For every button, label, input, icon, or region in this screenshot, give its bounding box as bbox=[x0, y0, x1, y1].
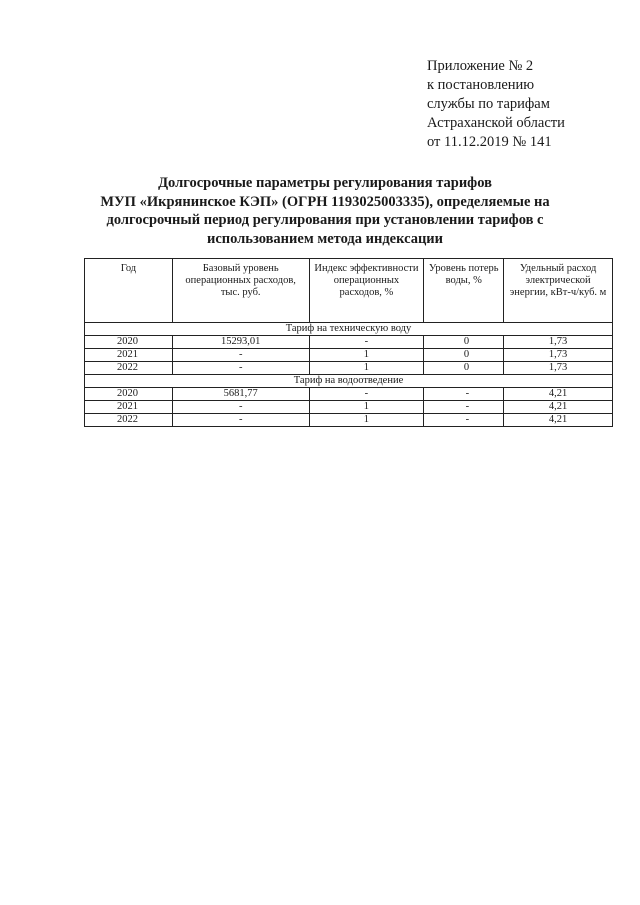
annex-line: Астраханской области bbox=[427, 115, 565, 131]
title-line: Долгосрочные параметры регулирования тарифов bbox=[158, 175, 492, 191]
cell-year: 2020 bbox=[85, 388, 173, 401]
cell-base-opex: - bbox=[172, 362, 309, 375]
annex-line: к постановлению bbox=[427, 77, 535, 93]
table-row bbox=[85, 401, 613, 414]
table-row bbox=[85, 336, 613, 349]
cell-efficiency-index: - bbox=[309, 336, 424, 349]
cell-year: 2021 bbox=[85, 401, 173, 414]
cell-energy-consumption: 4,21 bbox=[504, 414, 613, 427]
cell-base-opex: - bbox=[172, 401, 309, 414]
title-line: использованием метода индексации bbox=[206, 230, 444, 247]
header-water-loss: Уровень потерь воды, % bbox=[424, 259, 504, 323]
cell-water-loss: 0 bbox=[424, 336, 504, 349]
cell-efficiency-index: 1 bbox=[309, 362, 424, 375]
cell-water-loss: - bbox=[424, 414, 504, 427]
title-line: долгосрочный период регулирования при установлении тарифов с bbox=[106, 212, 544, 228]
table-row bbox=[85, 388, 613, 401]
cell-efficiency-index: 1 bbox=[309, 349, 424, 362]
annex-block bbox=[427, 57, 565, 152]
cell-efficiency-index: 1 bbox=[309, 401, 424, 414]
header-energy-consumption: Удельный расход электрической энергии, кВт-ч/куб. м bbox=[504, 259, 613, 323]
cell-efficiency-index: - bbox=[309, 388, 424, 401]
cell-energy-consumption: 1,73 bbox=[504, 336, 613, 349]
cell-year: 2020 bbox=[85, 336, 173, 349]
title-line: МУП «Икрянинское КЭП» (ОГРН 1193025003335), определяемые на bbox=[100, 193, 550, 210]
section-header-wastewater bbox=[85, 375, 613, 388]
header-year: Год bbox=[85, 259, 173, 323]
cell-efficiency-index: 1 bbox=[309, 414, 424, 427]
section-title: Тариф на водоотведение bbox=[85, 375, 613, 388]
table-row bbox=[85, 349, 613, 362]
cell-year: 2022 bbox=[85, 362, 173, 375]
cell-water-loss: 0 bbox=[424, 362, 504, 375]
cell-water-loss: - bbox=[424, 388, 504, 401]
document-title bbox=[80, 174, 570, 248]
cell-base-opex: - bbox=[172, 414, 309, 427]
annex-line: службы по тарифам bbox=[427, 96, 550, 112]
cell-base-opex: - bbox=[172, 349, 309, 362]
parameters-table bbox=[84, 258, 613, 427]
cell-energy-consumption: 1,73 bbox=[504, 349, 613, 362]
table-header-row bbox=[85, 259, 613, 323]
header-efficiency-index: Индекс эффективности операционных расходов, % bbox=[309, 259, 424, 323]
annex-line: Приложение № 2 bbox=[427, 58, 534, 74]
annex-line: от 11.12.2019 № 141 bbox=[427, 134, 552, 150]
section-header-technical-water bbox=[85, 323, 613, 336]
table-row bbox=[85, 414, 613, 427]
cell-base-opex: 5681,77 bbox=[172, 388, 309, 401]
cell-energy-consumption: 4,21 bbox=[504, 388, 613, 401]
header-base-opex: Базовый уровень операционных расходов, тыс. руб. bbox=[172, 259, 309, 323]
cell-energy-consumption: 1,73 bbox=[504, 362, 613, 375]
cell-year: 2021 bbox=[85, 349, 173, 362]
table-row bbox=[85, 362, 613, 375]
section-title: Тариф на техническую воду bbox=[85, 323, 613, 336]
cell-year: 2022 bbox=[85, 414, 173, 427]
cell-water-loss: 0 bbox=[424, 349, 504, 362]
cell-water-loss: - bbox=[424, 401, 504, 414]
cell-energy-consumption: 4,21 bbox=[504, 401, 613, 414]
cell-base-opex: 15293,01 bbox=[172, 336, 309, 349]
